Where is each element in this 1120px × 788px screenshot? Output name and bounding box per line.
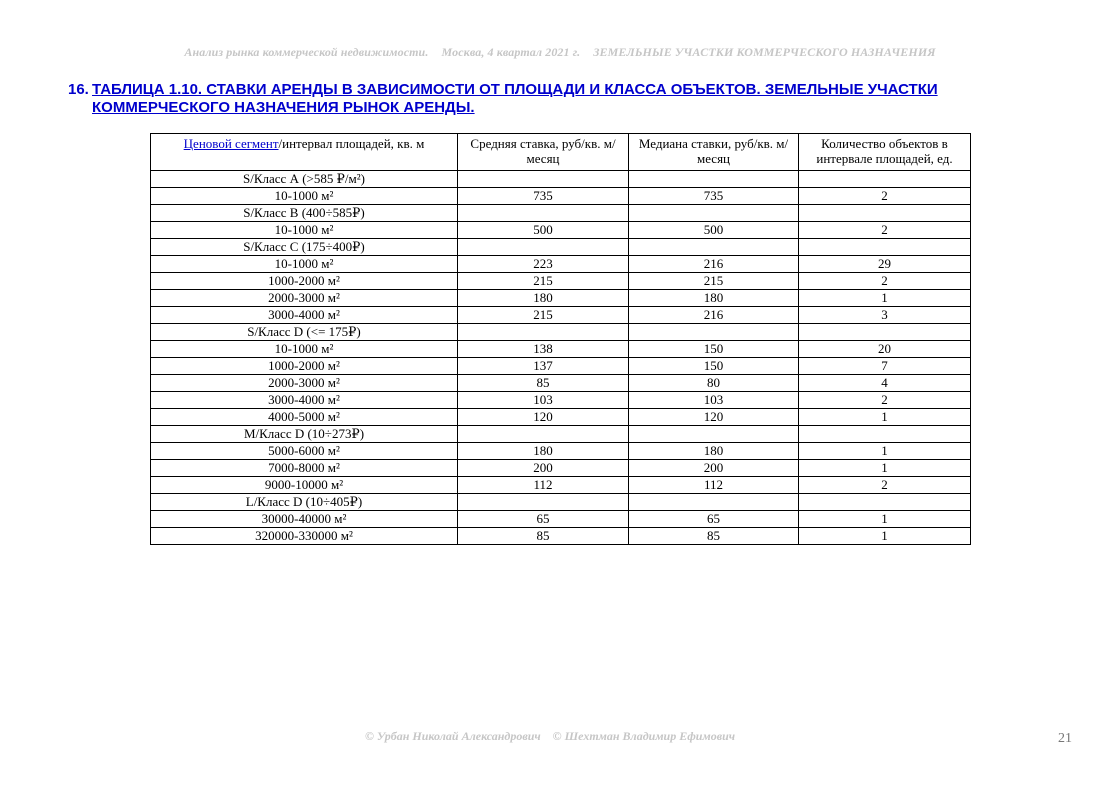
cell-median-rate — [629, 171, 799, 188]
cell-object-count: 2 — [799, 273, 971, 290]
table-row — [151, 477, 971, 494]
cell-avg-rate — [458, 324, 629, 341]
table-row — [151, 205, 971, 222]
cell-segment: 30000-40000 м² — [151, 511, 458, 528]
footer-author-2: © Шехтман Владимир Ефимович — [552, 729, 736, 743]
cell-avg-rate — [458, 239, 629, 256]
table-row — [151, 409, 971, 426]
cell-avg-rate: 85 — [458, 375, 629, 392]
cell-avg-rate — [458, 494, 629, 511]
header-report-title: Анализ рынка коммерческой недвижимости. — [184, 45, 429, 59]
cell-avg-rate — [458, 171, 629, 188]
cell-segment: S/Класс D (<= 175₽) — [151, 324, 458, 341]
cell-segment: S/Класс А (>585 ₽/м²) — [151, 171, 458, 188]
cell-object-count: 2 — [799, 188, 971, 205]
cell-median-rate: 216 — [629, 256, 799, 273]
cell-segment: 4000-5000 м² — [151, 409, 458, 426]
table-row — [151, 171, 971, 188]
cell-avg-rate: 120 — [458, 409, 629, 426]
cell-segment: S/Класс B (400÷585₽) — [151, 205, 458, 222]
cell-median-rate: 180 — [629, 290, 799, 307]
cell-object-count: 2 — [799, 477, 971, 494]
cell-median-rate: 85 — [629, 528, 799, 545]
section-title-link[interactable]: ТАБЛИЦА 1.10. СТАВКИ АРЕНДЫ В ЗАВИСИМОСТИ ОТ ПЛОЩАДИ И КЛАССА ОБЪЕКТОВ. ЗЕМЕЛЬНЫЕ УЧАСТКИ КОММЕРЧЕСКОГО НАЗНАЧЕНИЯ РЫНОК АРЕНДЫ. — [92, 81, 938, 116]
table-row — [151, 290, 971, 307]
cell-median-rate: 215 — [629, 273, 799, 290]
cell-segment: 1000-2000 м² — [151, 273, 458, 290]
cell-object-count: 1 — [799, 460, 971, 477]
cell-object-count: 1 — [799, 528, 971, 545]
cell-object-count — [799, 171, 971, 188]
cell-avg-rate: 500 — [458, 222, 629, 239]
cell-median-rate: 735 — [629, 188, 799, 205]
cell-median-rate — [629, 494, 799, 511]
cell-object-count: 4 — [799, 375, 971, 392]
segment-link[interactable]: Ценовой сегмент — [183, 136, 279, 151]
cell-median-rate: 65 — [629, 511, 799, 528]
cell-median-rate: 150 — [629, 341, 799, 358]
col-header-median: Медиана ставки, руб/кв. м/месяц — [629, 134, 799, 171]
table-row — [151, 392, 971, 409]
cell-object-count — [799, 426, 971, 443]
cell-object-count: 1 — [799, 443, 971, 460]
table-row — [151, 358, 971, 375]
cell-object-count: 1 — [799, 511, 971, 528]
cell-median-rate — [629, 239, 799, 256]
footer — [0, 729, 1100, 744]
cell-object-count: 1 — [799, 409, 971, 426]
cell-segment: 320000-330000 м² — [151, 528, 458, 545]
table-row — [151, 324, 971, 341]
table-row — [151, 460, 971, 477]
rates-table — [150, 133, 971, 545]
cell-avg-rate: 137 — [458, 358, 629, 375]
table-row — [151, 307, 971, 324]
cell-median-rate: 200 — [629, 460, 799, 477]
cell-avg-rate: 180 — [458, 290, 629, 307]
cell-avg-rate: 65 — [458, 511, 629, 528]
cell-object-count: 1 — [799, 290, 971, 307]
cell-median-rate: 112 — [629, 477, 799, 494]
cell-object-count: 2 — [799, 222, 971, 239]
cell-segment: 5000-6000 м² — [151, 443, 458, 460]
cell-avg-rate: 223 — [458, 256, 629, 273]
cell-object-count: 7 — [799, 358, 971, 375]
cell-avg-rate: 215 — [458, 307, 629, 324]
cell-median-rate — [629, 324, 799, 341]
page-number: 21 — [1058, 731, 1072, 746]
cell-segment: 10-1000 м² — [151, 256, 458, 273]
section-number: 16. — [68, 81, 89, 98]
cell-avg-rate: 735 — [458, 188, 629, 205]
cell-avg-rate: 138 — [458, 341, 629, 358]
header-section: ЗЕМЕЛЬНЫЕ УЧАСТКИ КОММЕРЧЕСКОГО НАЗНАЧЕНИЯ — [593, 45, 936, 59]
cell-avg-rate: 200 — [458, 460, 629, 477]
table-row — [151, 188, 971, 205]
cell-object-count — [799, 239, 971, 256]
cell-segment: 2000-3000 м² — [151, 290, 458, 307]
col-header-avg: Средняя ставка, руб/кв. м/месяц — [458, 134, 629, 171]
cell-avg-rate: 112 — [458, 477, 629, 494]
col-header-segment-rest: /интервал площадей, кв. м — [278, 136, 425, 151]
cell-avg-rate: 85 — [458, 528, 629, 545]
cell-segment: 3000-4000 м² — [151, 307, 458, 324]
cell-avg-rate: 103 — [458, 392, 629, 409]
table-header-row — [151, 134, 971, 171]
cell-segment: 7000-8000 м² — [151, 460, 458, 477]
cell-segment: 10-1000 м² — [151, 341, 458, 358]
cell-avg-rate — [458, 426, 629, 443]
table-row — [151, 443, 971, 460]
table-row — [151, 511, 971, 528]
header-period: Москва, 4 квартал 2021 г. — [441, 45, 581, 59]
cell-median-rate: 500 — [629, 222, 799, 239]
section-title[interactable] — [68, 81, 1028, 117]
cell-avg-rate: 215 — [458, 273, 629, 290]
col-header-segment — [151, 134, 458, 171]
cell-object-count — [799, 205, 971, 222]
table-row — [151, 426, 971, 443]
table-row — [151, 256, 971, 273]
cell-segment: 3000-4000 м² — [151, 392, 458, 409]
cell-segment: 10-1000 м² — [151, 222, 458, 239]
cell-object-count: 2 — [799, 392, 971, 409]
cell-object-count — [799, 324, 971, 341]
cell-segment: S/Класс C (175÷400₽) — [151, 239, 458, 256]
cell-median-rate: 180 — [629, 443, 799, 460]
table-row — [151, 239, 971, 256]
footer-author-1: © Урбан Николай Александрович — [364, 729, 541, 743]
cell-segment: 10-1000 м² — [151, 188, 458, 205]
cell-median-rate: 103 — [629, 392, 799, 409]
cell-median-rate — [629, 426, 799, 443]
cell-median-rate — [629, 205, 799, 222]
cell-avg-rate — [458, 205, 629, 222]
cell-median-rate: 216 — [629, 307, 799, 324]
cell-segment: L/Класс D (10÷405₽) — [151, 494, 458, 511]
cell-segment: M/Класс D (10÷273₽) — [151, 426, 458, 443]
cell-object-count: 3 — [799, 307, 971, 324]
cell-segment: 9000-10000 м² — [151, 477, 458, 494]
rates-table-body — [151, 171, 971, 545]
cell-object-count: 29 — [799, 256, 971, 273]
cell-avg-rate: 180 — [458, 443, 629, 460]
table-row — [151, 273, 971, 290]
table-row — [151, 528, 971, 545]
cell-median-rate: 150 — [629, 358, 799, 375]
page-header — [0, 45, 1120, 60]
cell-object-count: 20 — [799, 341, 971, 358]
cell-median-rate: 80 — [629, 375, 799, 392]
cell-median-rate: 120 — [629, 409, 799, 426]
table-row — [151, 341, 971, 358]
table-row — [151, 375, 971, 392]
cell-object-count — [799, 494, 971, 511]
table-row — [151, 222, 971, 239]
cell-segment: 1000-2000 м² — [151, 358, 458, 375]
col-header-count: Количество объектов в интервале площадей, ед. — [799, 134, 971, 171]
cell-segment: 2000-3000 м² — [151, 375, 458, 392]
table-row — [151, 494, 971, 511]
